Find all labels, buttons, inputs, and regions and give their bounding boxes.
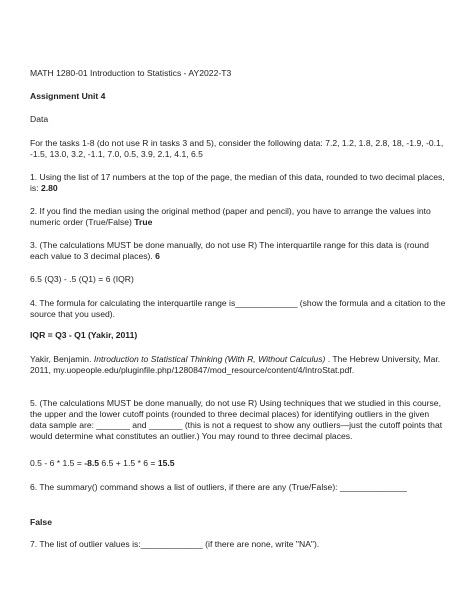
question-7: 7. The list of outlier values is:_____________ (if there are none, write "NA"). [30,539,320,549]
citation-title: Introduction to Statistical Thinking (With R, Without Calculus) [93,354,326,364]
question-2 [30,206,448,228]
citation [30,354,448,376]
question-3 [30,240,448,262]
question-1-answer: 2.80 [40,183,58,193]
question-5-work [30,458,448,469]
question-3-work: 6.5 (Q3) - .5 (Q1) = 6 (IQR) [30,274,134,284]
question-5-work-prefix: 0.5 - 6 * 1.5 = [30,458,85,468]
section-heading: Data [30,114,49,124]
question-6-answer: False [30,517,52,527]
question-2-text: 2. If you find the median using the original method (paper and pencil), you have to arrange the values into numeric order (True/False) [30,206,431,227]
question-6: 6. The summary() command shows a list of outliers, if there are any (True/False): ______________ [30,482,407,492]
assignment-title: Assignment Unit 4 [30,91,106,101]
question-4: 4. The formula for calculating the interquartile range is_____________ (show the formula and a citation to the source that you used). [30,298,446,319]
citation-author: Yakir, Benjamin. [30,354,94,364]
citation-rest: . The Hebrew University, Mar. 2011, my.uopeople.edu/pluginfile.php/1280847/mod_resource/content/4/IntroStat.pdf. [30,354,441,375]
question-1 [30,172,448,194]
question-3-answer: 6 [155,251,160,261]
question-5-upper-cutoff: 15.5 [157,458,175,468]
question-4-answer: IQR = Q3 - Q1 (Yakir, 2011) [30,330,138,340]
question-1-text: 1. Using the list of 17 numbers at the top of the page, the median of this data, rounded to two decimal places, is: [30,172,445,193]
question-5-work-middle: 6.5 + 1.5 * 6 = [99,458,158,468]
question-5: 5. (The calculations MUST be done manually, do not use R) Using techniques that we studied in this course, the upper and the lower cutoff points (rounded to three decimal places) for identifying outliers in the given data sample are: _______ and _______ (this is not a request to show any outliers—just the cutoff points that would determine what constitutes an outlier.) You may round to three decimal places. [30,398,443,441]
question-3-text: 3. (The calculations MUST be done manually, do not use R) The interquartile range for this data is (round each value to 3 decimal places). [30,240,429,261]
intro-paragraph: For the tasks 1-8 (do not use R in tasks 3 and 5), consider the following data: 7.2, 1.2, 1.8, 2.8, 18, -1.9, -0.1, -1.5, 13.0, 3.2, -1.1, 7.0, 0.5, 3.9, 2.1, 4.1, 6.5 [30,138,444,159]
question-5-lower-cutoff: -8.5 [84,458,100,468]
question-2-answer: True [134,217,153,227]
course-title: MATH 1280-01 Introduction to Statistics - AY2022-T3 [30,68,232,78]
